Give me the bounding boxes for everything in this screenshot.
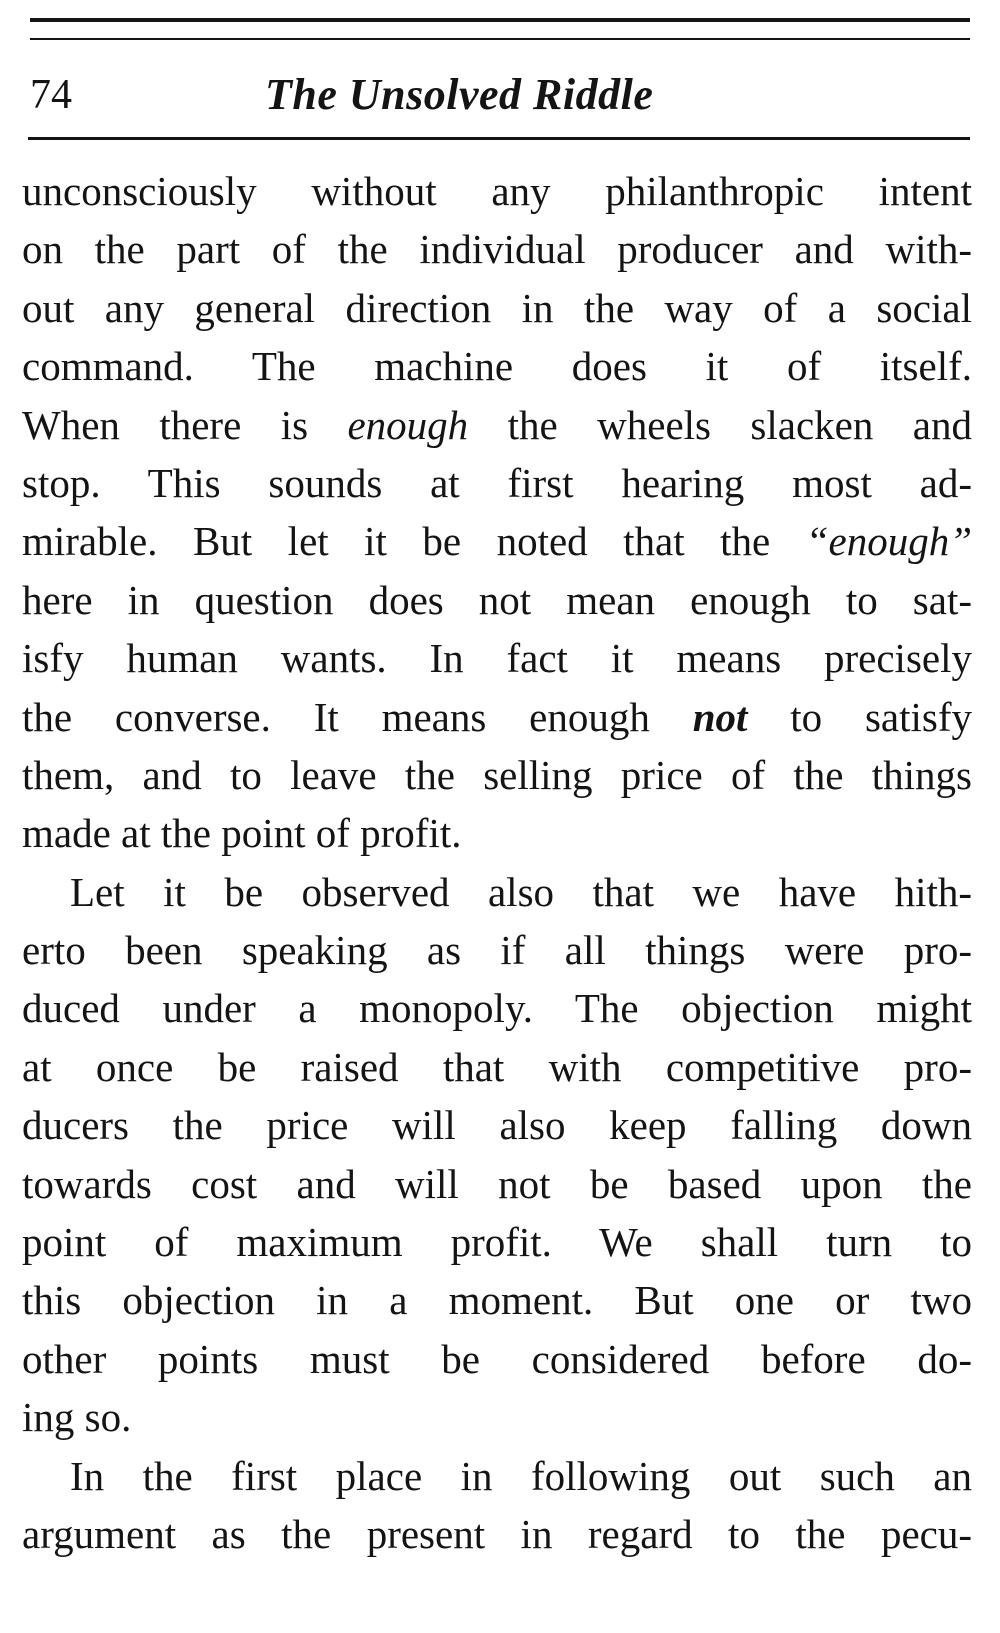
text-line: towards cost and will not be based upon the bbox=[22, 1160, 972, 1207]
text-line: ing so. bbox=[22, 1394, 132, 1441]
text-line: on the part of the individual producer and with- bbox=[22, 226, 972, 273]
emphasis-word: enough bbox=[347, 401, 469, 448]
text-line: out any general direction in the way of a social bbox=[22, 284, 972, 331]
text-line: command. The machine does it of itself. bbox=[22, 343, 972, 390]
page-number: 74 bbox=[30, 72, 72, 118]
text-line: point of maximum profit. We shall turn to bbox=[22, 1219, 972, 1266]
text-segment: the converse. It means enough bbox=[22, 693, 693, 740]
text-segment: the wheels slacken and bbox=[468, 401, 972, 448]
text-line bbox=[22, 396, 972, 454]
top-rule-thin bbox=[30, 38, 970, 40]
text-segment: When there is bbox=[22, 401, 348, 448]
text-line: other points must be considered before do- bbox=[22, 1335, 972, 1382]
text-line: stop. This sounds at first hearing most ad- bbox=[22, 459, 972, 506]
text-line: ducers the price will also keep falling down bbox=[22, 1102, 972, 1149]
text-line: them, and to leave the selling price of the things bbox=[22, 751, 972, 798]
text-line: erto been speaking as if all things were pro- bbox=[22, 927, 972, 974]
text-line bbox=[22, 688, 972, 746]
text-line: Let it be observed also that we have hith- bbox=[70, 868, 972, 915]
text-segment: to satisfy bbox=[747, 693, 973, 740]
text-line: duced under a monopoly. The objection might bbox=[22, 985, 972, 1032]
page-header bbox=[30, 60, 970, 130]
text-line: unconsciously without any philanthropic intent bbox=[22, 168, 972, 214]
text-line: made at the point of profit. bbox=[22, 810, 462, 857]
text-line: isfy human wants. In fact it means precisely bbox=[22, 635, 972, 682]
text-line: argument as the present in regard to the pecu- bbox=[22, 1510, 972, 1557]
emphasis-word: not bbox=[692, 693, 748, 740]
header-rule bbox=[28, 137, 970, 140]
text-line: at once be raised that with competitive pro- bbox=[22, 1043, 972, 1090]
emphasis-word: “enough” bbox=[805, 518, 972, 565]
text-line: In the first place in following out such an bbox=[70, 1452, 972, 1499]
text-line: here in question does not mean enough to sat- bbox=[22, 576, 972, 623]
top-rule bbox=[30, 18, 970, 22]
running-title: The Unsolved Riddle bbox=[265, 70, 654, 119]
text-segment: mirable. But let it be noted that the bbox=[22, 518, 806, 565]
body-text bbox=[22, 162, 972, 1563]
text-line: this objection in a moment. But one or two bbox=[22, 1277, 972, 1324]
text-line bbox=[22, 512, 972, 570]
